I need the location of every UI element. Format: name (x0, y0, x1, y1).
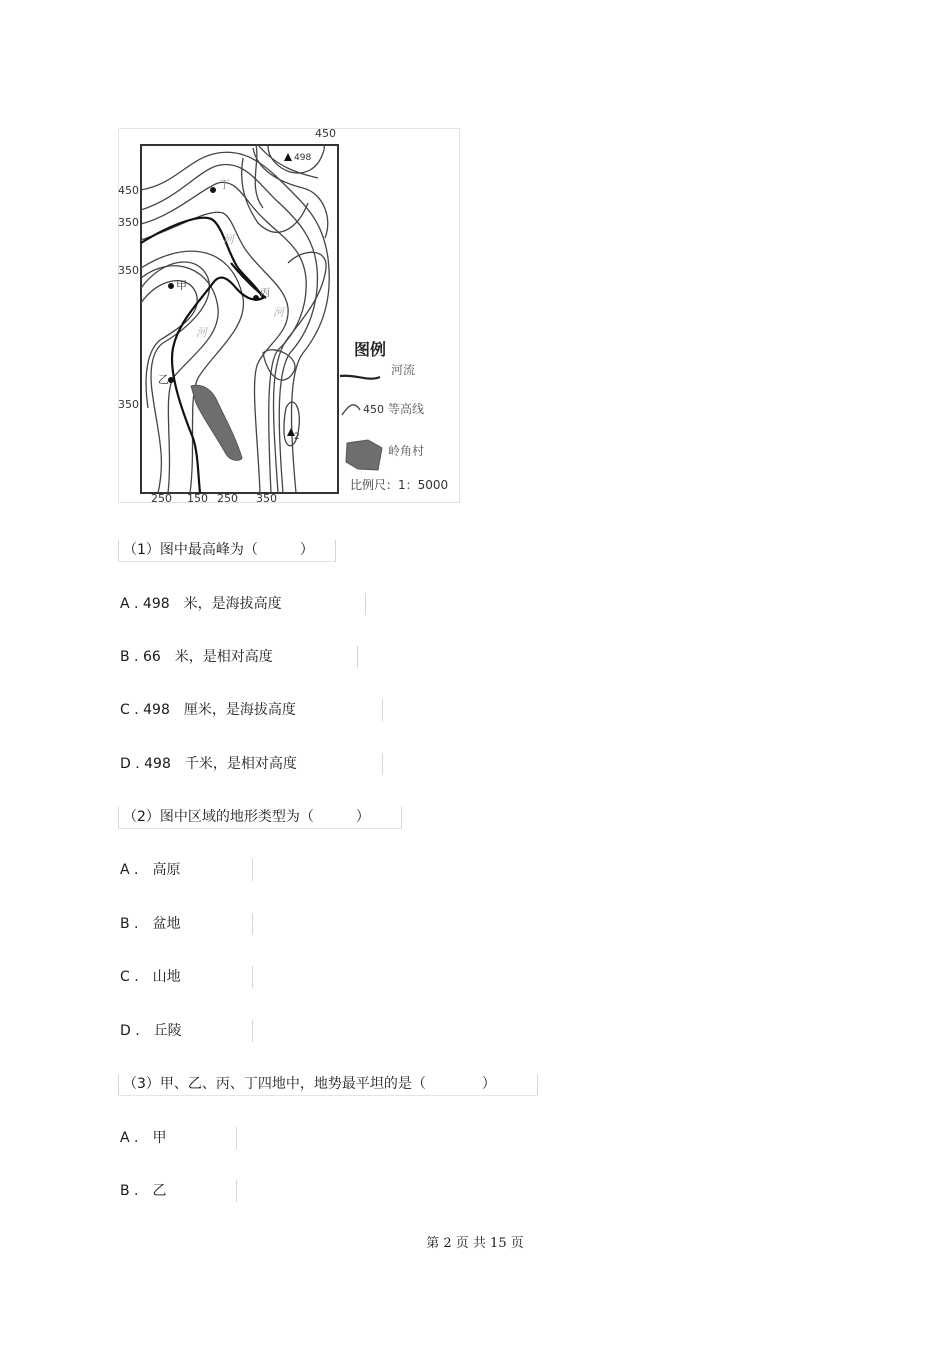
option-divider (236, 1180, 237, 1202)
legend-village-label: 岭角村 (388, 444, 425, 458)
question-2-option-b[interactable]: B . 盆地 (120, 916, 181, 932)
contour-map-figure (118, 128, 460, 503)
option-divider (365, 593, 366, 615)
option-divider (357, 646, 358, 668)
option-divider (252, 913, 253, 935)
option-divider (252, 859, 253, 881)
legend-contour-label: 等高线 (388, 402, 425, 416)
question-2-option-a[interactable]: A . 高原 (120, 862, 181, 878)
option-divider (382, 753, 383, 775)
contour-label-350-lower: 350 (118, 398, 139, 411)
legend-title: 图例 (354, 340, 387, 359)
contour-label-450-top: 450 (315, 128, 336, 140)
question-1-stem: （1）图中最高峰为（ ） (118, 540, 336, 562)
option-divider (252, 1020, 253, 1042)
contour-label-250-bottom-1: 250 (151, 492, 172, 503)
legend-village-symbol (346, 440, 382, 470)
question-1-option-b[interactable]: B . 66 米，是相对高度 (120, 649, 273, 665)
contour-label-350-upper: 350 (118, 216, 139, 229)
question-3-option-b[interactable]: B . 乙 (120, 1183, 167, 1199)
place-label-ding: 丁 (219, 178, 230, 191)
legend-river-label: 河流 (391, 363, 416, 377)
contour-label-450-left: 450 (118, 184, 139, 197)
legend-contour-value: 450 (363, 403, 384, 416)
contour-label-250-bottom-2: 250 (217, 492, 238, 503)
contour-label-350-mid: 350 (118, 264, 139, 277)
village-shape (191, 385, 242, 460)
contour-label-150-bottom: 150 (187, 492, 208, 503)
question-1-option-d[interactable]: D . 498 千米，是相对高度 (120, 756, 297, 772)
place-label-jia: 甲 (176, 279, 187, 292)
page-footer: 第 2 页 共 15 页 (426, 1236, 524, 1251)
option-divider (236, 1127, 237, 1149)
contour-map (118, 128, 460, 503)
option-divider (252, 966, 253, 988)
map-border (141, 145, 338, 493)
river-label-upper: 河 (223, 233, 234, 246)
point-jia-dot (168, 283, 174, 289)
river-label-mid: 河 (273, 306, 284, 319)
point-bing-dot (253, 295, 259, 301)
option-divider (382, 699, 383, 721)
peak-498-label: 498 (294, 153, 312, 163)
legend-contour-symbol (342, 405, 360, 415)
peak-2-label: 2 (294, 432, 300, 442)
point-ding-dot (210, 187, 216, 193)
legend-scale: 比例尺：1：5000 (350, 478, 449, 492)
legend-river-symbol (340, 376, 380, 379)
place-label-yi: 乙 (158, 373, 169, 386)
map-legend (340, 340, 448, 492)
river-lines (141, 218, 266, 493)
river-label-lower: 河 (196, 326, 207, 339)
question-1-option-c[interactable]: C . 498 厘米，是海拔高度 (120, 702, 296, 718)
question-1-option-a[interactable]: A . 498 米，是海拔高度 (120, 596, 282, 612)
question-2-option-d[interactable]: D . 丘陵 (120, 1023, 182, 1039)
place-label-bing: 丙 (260, 288, 270, 299)
contour-label-350-bottom: 350 (256, 492, 277, 503)
question-3-option-a[interactable]: A . 甲 (120, 1130, 167, 1146)
peak-498-icon (284, 153, 292, 161)
question-2-stem: （2）图中区域的地形类型为（ ） (118, 807, 402, 829)
question-2-option-c[interactable]: C . 山地 (120, 969, 181, 985)
question-3-stem: （3）甲、乙、丙、丁四地中，地势最平坦的是（ ） (118, 1074, 538, 1096)
